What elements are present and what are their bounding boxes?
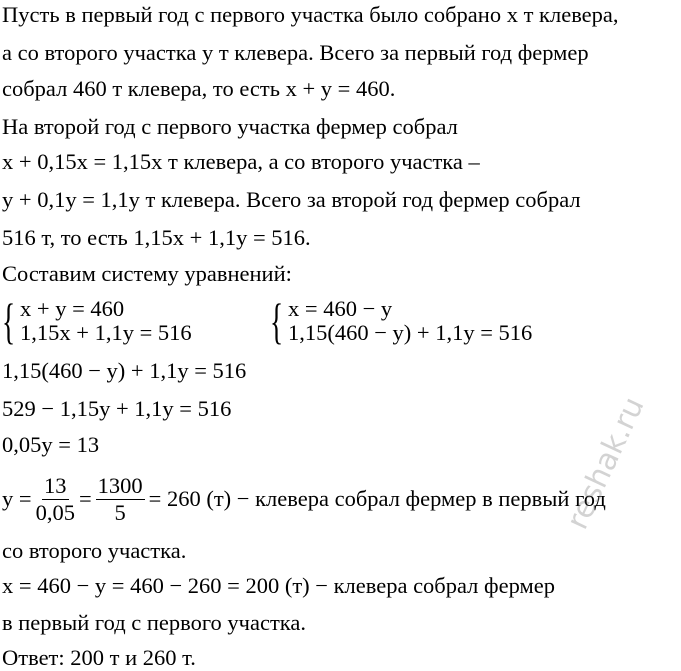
line-8: Составим систему уравнений: — [2, 261, 292, 286]
line-11: 0,05y = 13 — [2, 432, 100, 457]
line-6: y + 0,1y = 1,1y т клевера. Всего за второй год фермер собрал — [2, 187, 581, 212]
line-10: 529 − 1,15y + 1,1y = 516 — [2, 396, 232, 421]
line-13: со второго участка. — [2, 538, 187, 563]
fraction-equals: = — [78, 486, 92, 511]
equation-system-1 — [2, 293, 192, 349]
line-2: а со второго участка y т клевера. Всего за первый год фермер — [2, 40, 589, 65]
fraction-2 — [96, 473, 145, 526]
system-1-row-2: 1,15x + 1,1y = 516 — [20, 320, 192, 345]
fraction-1 — [36, 473, 75, 526]
fraction-1-numerator: 13 — [44, 472, 67, 498]
line-4: На второй год с первого участка фермер собрал — [2, 114, 458, 139]
line-14: x = 460 − y = 460 − 260 = 200 (т) − клевера собрал фермер — [2, 573, 555, 598]
fraction-2-denominator: 5 — [114, 499, 126, 525]
fraction-2-numerator: 1300 — [97, 472, 143, 498]
fraction-1-denominator: 0,05 — [35, 499, 75, 525]
brace-icon: { — [270, 293, 284, 349]
line-7: 516 т, то есть 1,15x + 1,1y = 516. — [2, 225, 311, 250]
watermark: reshak.ru — [560, 391, 652, 535]
brace-icon: { — [2, 293, 16, 349]
fraction-lhs: y = — [2, 486, 32, 511]
line-5: x + 0,15x = 1,15x т клевера, а со второго участка – — [2, 149, 480, 174]
line-3: собрал 460 т клевера, то есть x + y = 460. — [2, 76, 396, 101]
system-2-row-2: 1,15(460 − y) + 1,1y = 516 — [288, 320, 533, 345]
equation-system-2 — [270, 293, 533, 349]
fraction-equation — [2, 470, 606, 528]
line-15: в первый год с первого участка. — [2, 610, 307, 635]
line-9: 1,15(460 − y) + 1,1y = 516 — [2, 358, 247, 383]
line-16: Ответ: 200 т и 260 т. — [2, 645, 196, 670]
system-1-row-1: x + y = 460 — [20, 296, 125, 321]
line-1: Пусть в первый год с первого участка было собрано x т клевера, — [2, 2, 619, 27]
system-2-row-1: x = 460 − y — [288, 296, 393, 321]
fraction-rhs: = 260 (т) − клевера собрал фермер в первый год — [148, 486, 606, 511]
